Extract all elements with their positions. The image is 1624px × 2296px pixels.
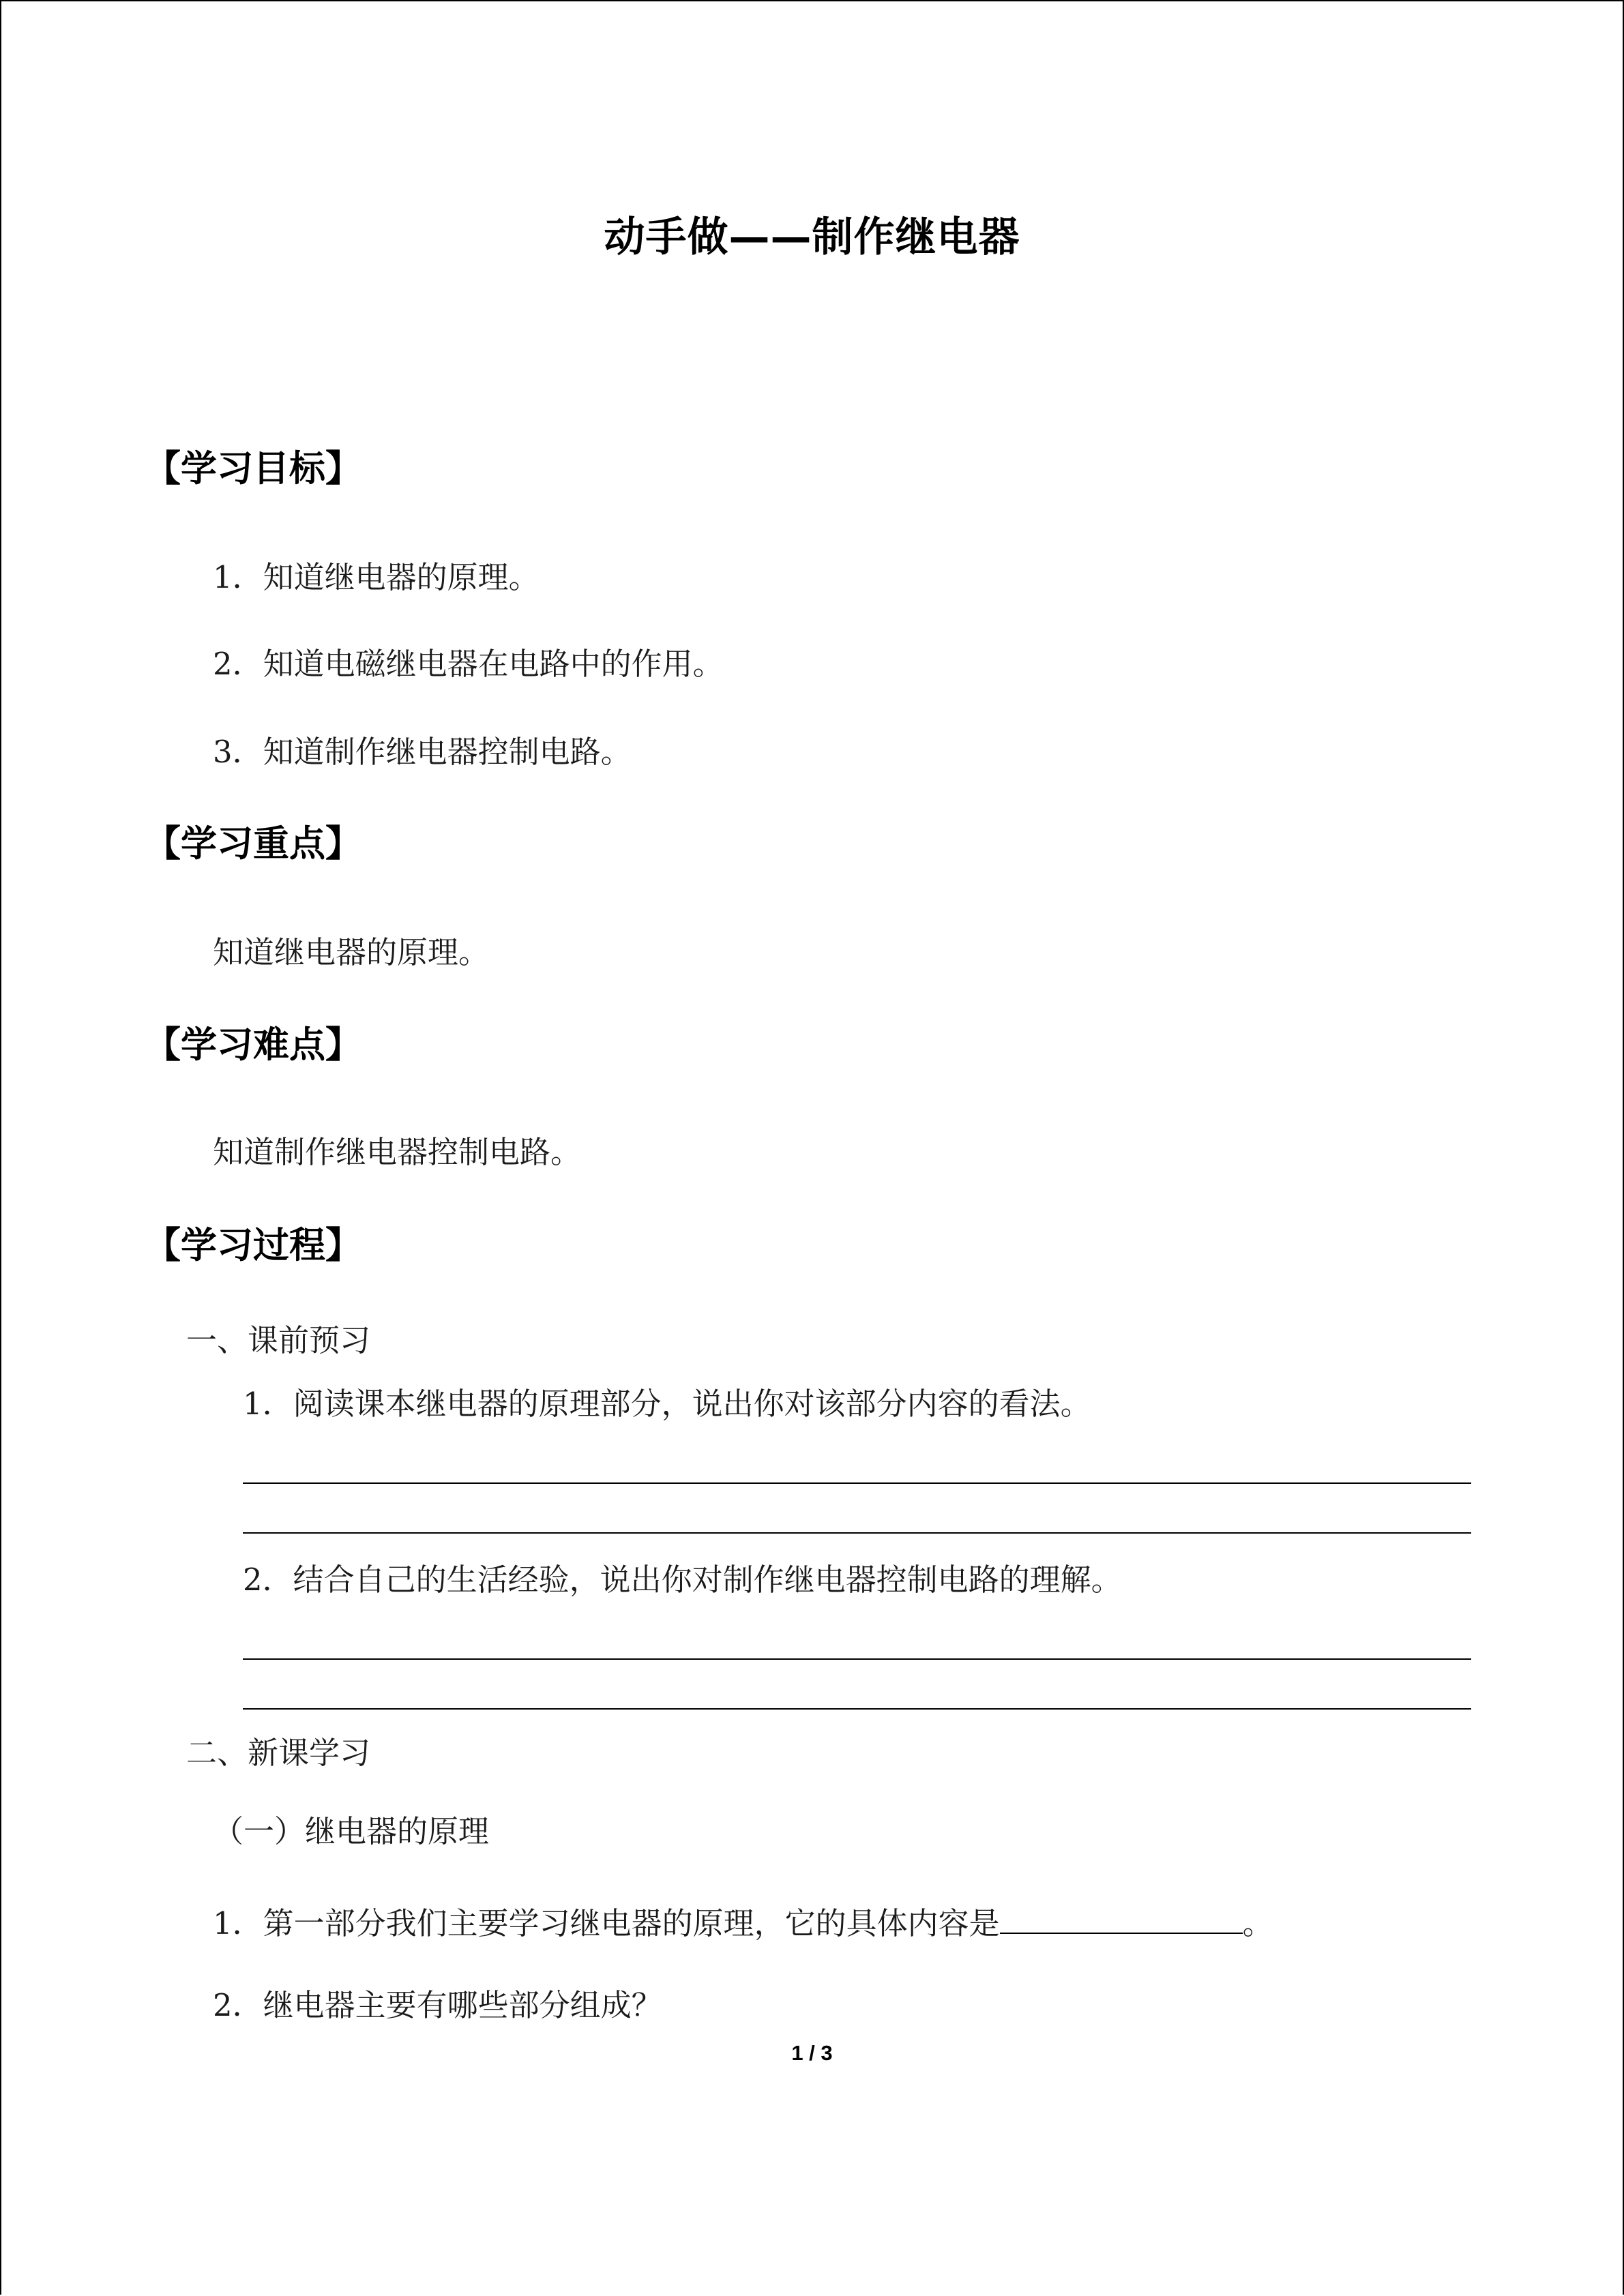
process-heading: 【学习过程】: [145, 1225, 361, 1266]
new-lesson-question-1: [213, 1903, 1273, 1939]
new-lesson-label: 二、新课学习: [186, 1735, 371, 1771]
answer-line[interactable]: [243, 1532, 1471, 1534]
preview-label: 一、课前预习: [186, 1322, 371, 1358]
document-title: 动手做——制作继电器: [604, 213, 1020, 261]
key-point-heading: 【学习重点】: [145, 823, 361, 865]
question-1-text: 1．第一部分我们主要学习继电器的原理，它的具体内容是: [213, 1905, 1000, 1941]
new-lesson-question-2: 2．继电器主要有哪些部分组成？: [213, 1987, 662, 2023]
key-point-text: 知道继电器的原理。: [213, 934, 490, 970]
preview-question-1: 1．阅读课本继电器的原理部分，说出你对该部分内容的看法。: [243, 1386, 1091, 1422]
objective-item-1: 1．知道继电器的原理。: [213, 559, 540, 595]
page-number: 1 / 3: [791, 2041, 833, 2065]
new-lesson-subheading: （一）继电器的原理: [213, 1813, 490, 1849]
objectives-heading: 【学习目标】: [145, 448, 361, 490]
objective-item-3: 3．知道制作继电器控制电路。: [213, 734, 632, 770]
answer-line[interactable]: [243, 1708, 1471, 1710]
difficulty-text: 知道制作继电器控制电路。: [213, 1134, 582, 1170]
answer-line[interactable]: [243, 1482, 1471, 1484]
objective-item-2: 2．知道电磁继电器在电路中的作用。: [213, 646, 724, 682]
difficulty-heading: 【学习难点】: [145, 1024, 361, 1066]
preview-question-2: 2．结合自己的生活经验，说出你对制作继电器控制电路的理解。: [243, 1562, 1122, 1598]
answer-line[interactable]: [243, 1658, 1471, 1660]
question-1-end: 。: [1242, 1905, 1273, 1941]
fill-in-blank[interactable]: [1000, 1903, 1243, 1934]
